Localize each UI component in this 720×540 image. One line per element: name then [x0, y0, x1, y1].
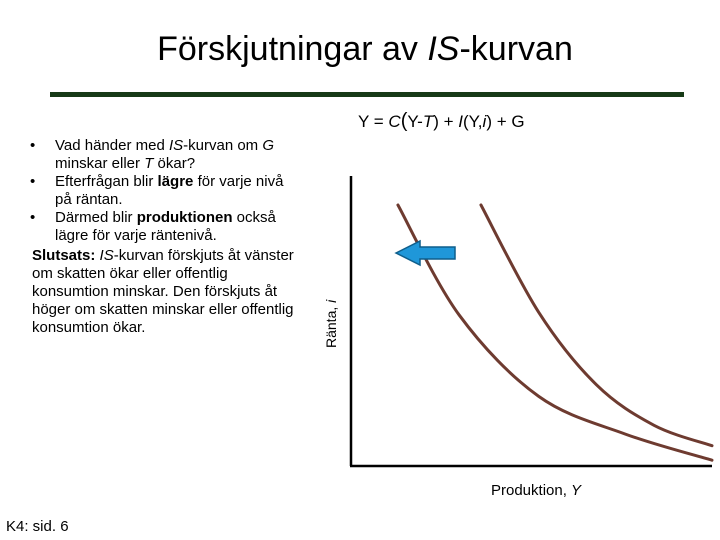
eq-yt: Y-: [407, 112, 423, 131]
eq-open: (: [400, 110, 408, 132]
y-axis-label-var: i: [323, 299, 339, 303]
eq-args-close: ) + G: [486, 112, 525, 131]
title-is: IS: [427, 30, 460, 68]
y-axis-label-text: Ränta,: [323, 302, 339, 348]
text-run: minskar eller: [55, 155, 145, 172]
eq-close: ) +: [433, 112, 459, 131]
text-run: lägre: [157, 173, 194, 190]
bullet-dot: •: [30, 137, 36, 154]
plot-area: [350, 176, 712, 466]
text-run: IS: [168, 137, 184, 154]
eq-c: C: [388, 112, 401, 131]
text-run: Slutsats:: [32, 247, 96, 264]
footer-reference: K4: sid. 6: [6, 518, 69, 535]
title-text: Förskjutningar av: [157, 30, 428, 68]
text-run: Därmed blir: [55, 209, 137, 226]
eq-args-open: (Y,: [462, 112, 483, 131]
x-axis-label: [491, 482, 581, 499]
y-axis-label: [323, 300, 339, 348]
text-run: -kurvan om: [183, 137, 263, 154]
text-run: Vad händer med: [55, 137, 169, 154]
text-run: produktionen: [136, 209, 233, 226]
bullet-dot: •: [30, 209, 36, 226]
text-run: G: [262, 137, 275, 154]
title-suffix: -kurvan: [459, 30, 573, 68]
eq-i-arg: i: [482, 112, 487, 131]
text-run: ökar?: [153, 155, 196, 172]
text-run: Efterfrågan blir: [55, 173, 158, 190]
is-curve-1: [398, 205, 712, 460]
text-run: T: [144, 155, 154, 172]
eq-i: I: [458, 112, 463, 131]
eq-y: Y =: [358, 112, 389, 131]
text-run: för varje nivå på räntan.: [55, 173, 284, 208]
text-run: -kurvan förskjuts åt vänster om skatten ökar eller offentlig konsumtion minskar. Den förskjuts åt höger om skatten minskar eller offentlig konsumtion ökar.: [32, 247, 294, 336]
eq-t: T: [422, 112, 434, 131]
x-axis-label-var: Y: [571, 482, 582, 499]
text-run: också lägre för varje räntenivå.: [55, 209, 276, 244]
bullet-dot: •: [30, 173, 36, 190]
x-axis-label-text: Produktion,: [491, 482, 572, 499]
is-curve-2: [481, 205, 712, 446]
text-run: IS: [99, 247, 114, 264]
